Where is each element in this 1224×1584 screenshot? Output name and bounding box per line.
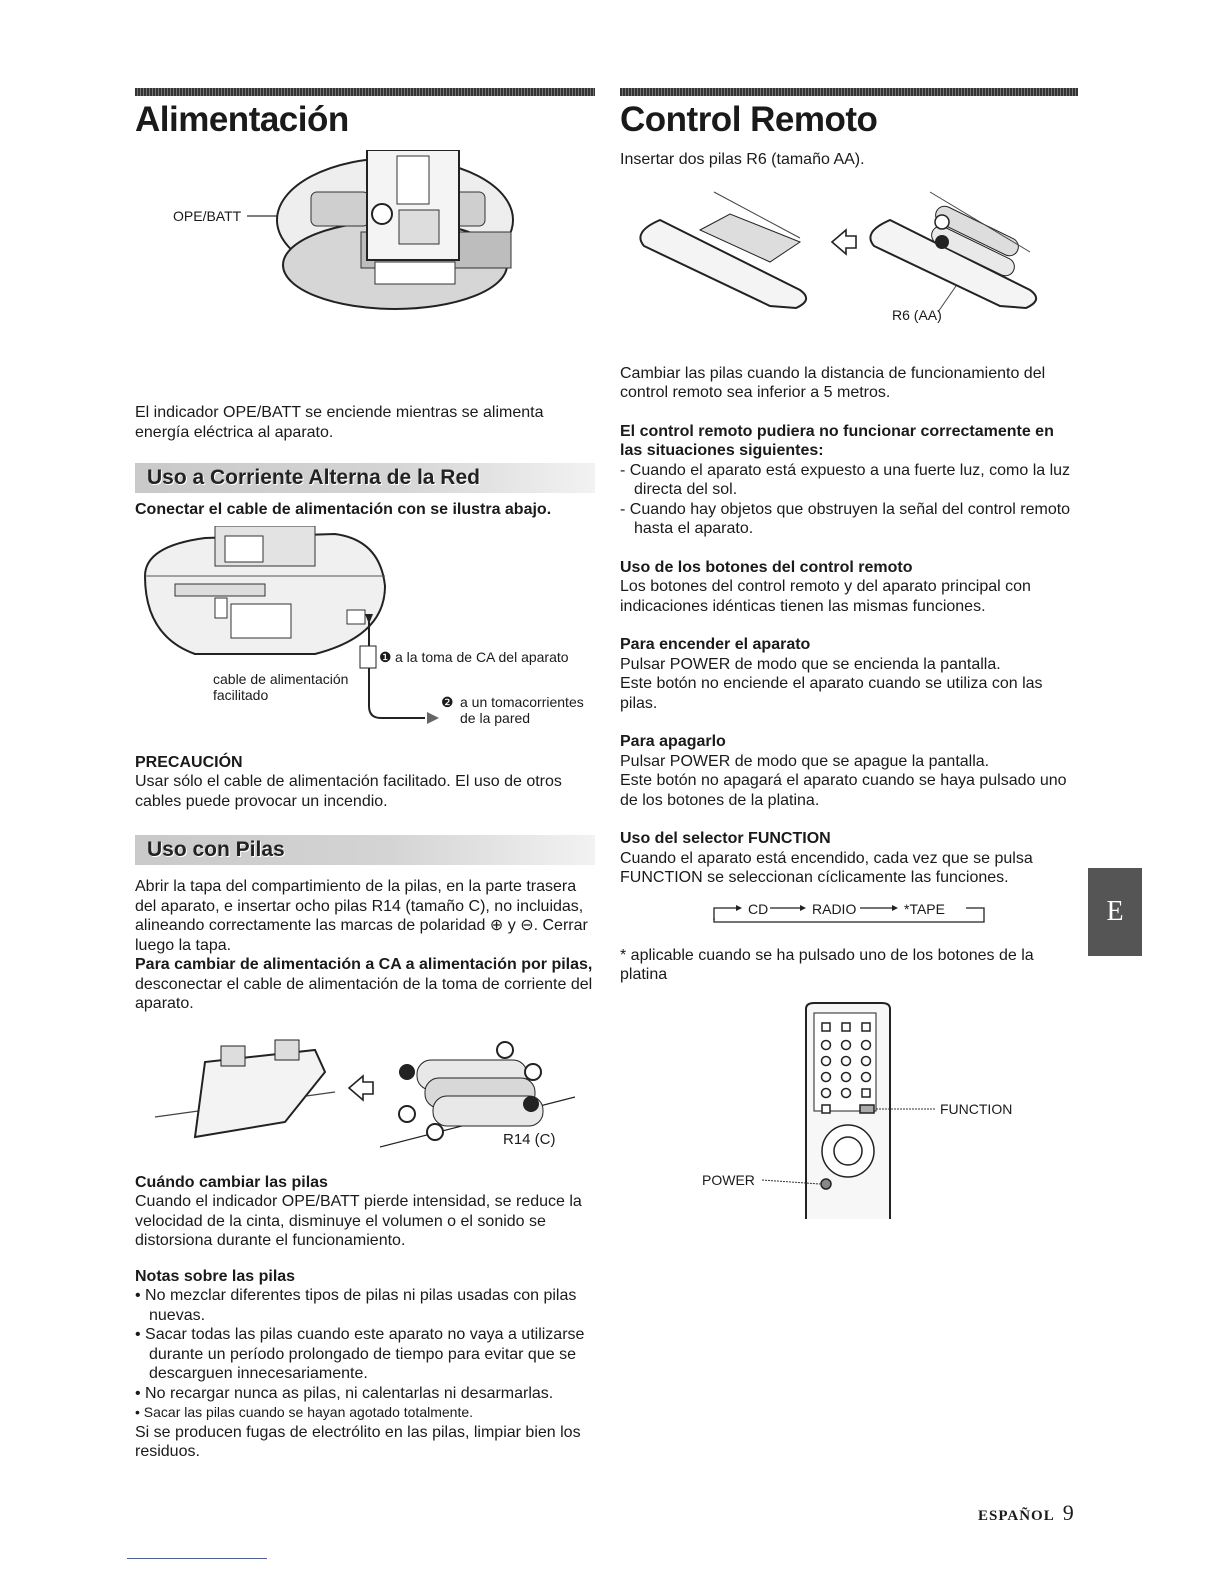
list-item: - Cuando el aparato está expuesto a una fuerte luz, como la luz directa del sol. <box>620 461 1071 498</box>
cambiar-paragraph: Cambiar las pilas cuando la distancia de funcionamiento del control remoto sea inferior a 5 metros. <box>620 364 1046 401</box>
section-title-alimentacion: Alimentación <box>135 100 349 139</box>
encender-title: Para encender el aparato <box>620 636 811 653</box>
batt-change-rest: desconectar el cable de alimentación de la toma de corriente del aparato. <box>135 975 593 1012</box>
step2-text-b: de la pared <box>460 709 531 726</box>
remote-back-illustration <box>620 182 1078 352</box>
section-title-control-remoto: Control Remoto <box>620 100 878 139</box>
batt-text-b: y <box>507 917 516 934</box>
batt-paragraph <box>135 877 595 955</box>
remote-intro: Insertar dos pilas R6 (tamaño AA). <box>620 151 865 168</box>
list-item: - Cuando hay objetos que obstruyen la señal del control remoto hasta el aparato. <box>620 500 1071 537</box>
remote-front-figure <box>620 999 1078 1229</box>
precaucion-text: Usar sólo el cable de alimentación facilitado. El uso de otros cables puede provocar un incendio. <box>135 773 562 810</box>
cycle-tape: *TAPE <box>904 900 945 917</box>
notas-title: Notas sobre las pilas <box>135 1267 296 1285</box>
notas-list <box>135 1286 595 1423</box>
footer-line <box>127 1558 267 1559</box>
function-cycle-diagram <box>620 898 1078 934</box>
minus-icon: ⊖ <box>520 917 534 934</box>
function-label: FUNCTION <box>940 1100 1013 1117</box>
apagar-text-2: Este botón no apagará el aparato cuando se haya pulsado uno de los botones de la platina. <box>620 772 1067 809</box>
batt-text-c: . Cerrar luego la tapa. <box>135 917 588 954</box>
cable-label-2: facilitado <box>213 686 269 703</box>
list-item: • No mezclar diferentes tipos de pilas ni pilas usadas con pilas nuevas. <box>135 1287 577 1324</box>
encender-text-2: Este botón no enciende el aparato cuando se utiliza con las pilas. <box>620 675 1043 712</box>
footer-language: ESPAÑOL <box>978 1508 1055 1524</box>
function-title: Uso del selector FUNCTION <box>620 830 831 847</box>
encender-text-1: Pulsar POWER de modo que se encienda la pantalla. <box>620 655 1001 673</box>
cable-label: cable de alimentación <box>213 670 349 687</box>
list-item: • Sacar todas las pilas cuando este aparato no vaya a utilizarse durante un período prolongado de tiempo para evitar que se descarguen innecesariamente. <box>135 1326 585 1382</box>
list-item: • Sacar las pilas cuando se hayan agotado totalmente. <box>135 1404 474 1420</box>
page-number: 9 <box>1062 1500 1074 1525</box>
boombox-illustration <box>135 150 595 315</box>
r6-label: R6 (AA) <box>892 306 942 323</box>
botones-title: Uso de los botones del control remoto <box>620 558 913 576</box>
ac-heading: Conectar el cable de alimentación con se ilustra abajo. <box>135 501 552 518</box>
power-label: POWER <box>702 1171 755 1188</box>
language-tab: E <box>1088 868 1142 956</box>
function-text: Cuando el aparato está encendido, cada vez que se pulsa FUNCTION se seleccionan cíclicamente las funciones. <box>620 849 1033 886</box>
notas-end: Si se producen fugas de electrólito en las pilas, limpiar bien los residuos. <box>135 1423 581 1460</box>
step1-circle-icon: ❶ <box>379 648 392 665</box>
right-column <box>620 88 1078 1229</box>
apagar-title: Para apagarlo <box>620 733 726 750</box>
plus-icon: ⊕ <box>489 917 504 934</box>
remote-battery-figure <box>620 182 1078 352</box>
cuando-title: Cuándo cambiar las pilas <box>135 1173 328 1191</box>
footnote: * aplicable cuando se ha pulsado uno de los botones de la platina <box>620 946 1034 983</box>
band-pilas: Uso con Pilas <box>135 835 595 865</box>
battery-compartment-figure <box>135 1032 595 1167</box>
left-column <box>135 88 595 1462</box>
title-rule <box>135 88 595 96</box>
batt-change-paragraph <box>135 955 595 1014</box>
nofunc-list <box>620 461 1078 539</box>
step1-text: a la toma de CA del aparato <box>395 648 569 665</box>
page-footer <box>978 1500 1074 1526</box>
cuando-text: Cuando el indicador OPE/BATT pierde intensidad, se reduce la velocidad de la cinta, disminuye el volumen o el sonido se distorsiona durante el funcionamiento. <box>135 1193 582 1249</box>
apagar-text-1: Pulsar POWER de modo que se apague la pantalla. <box>620 752 990 770</box>
step2-circle-icon: ❷ <box>441 693 454 710</box>
precaucion-title: PRECAUCIÓN <box>135 753 243 771</box>
boombox-front-figure <box>135 150 595 315</box>
nofunc-title: El control remoto pudiera no funcionar correctamente en las situaciones siguientes: <box>620 422 1054 459</box>
ac-connection-figure <box>135 526 595 761</box>
botones-text: Los botones del control remoto y del aparato principal con indicaciones idénticas tienen las mismas funciones. <box>620 578 1031 615</box>
cycle-radio: RADIO <box>812 900 857 917</box>
batt-text-a: Abrir la tapa del compartimiento de la pilas, en la parte trasera del aparato, e insertar ocho pilas R14 (tamaño C), no incluidas, alineando correctamente las marcas de polaridad <box>135 878 584 934</box>
r14-label: R14 (C) <box>503 1130 556 1148</box>
ope-batt-paragraph: El indicador OPE/BATT se enciende mientras se alimenta energía eléctrica al aparato. <box>135 404 544 441</box>
ope-batt-label: OPE/BATT <box>173 208 242 224</box>
step2-text-a: a un tomacorrientes <box>460 693 584 710</box>
band-corriente-alterna: Uso a Corriente Alterna de la Red <box>135 463 595 493</box>
list-item: • No recargar nunca as pilas, ni calentarlas ni desarmarlas. <box>135 1384 554 1402</box>
cycle-cd: CD <box>748 900 769 917</box>
title-rule <box>620 88 1078 96</box>
batt-change-bold: Para cambiar de alimentación a CA a alimentación por pilas, <box>135 956 593 973</box>
